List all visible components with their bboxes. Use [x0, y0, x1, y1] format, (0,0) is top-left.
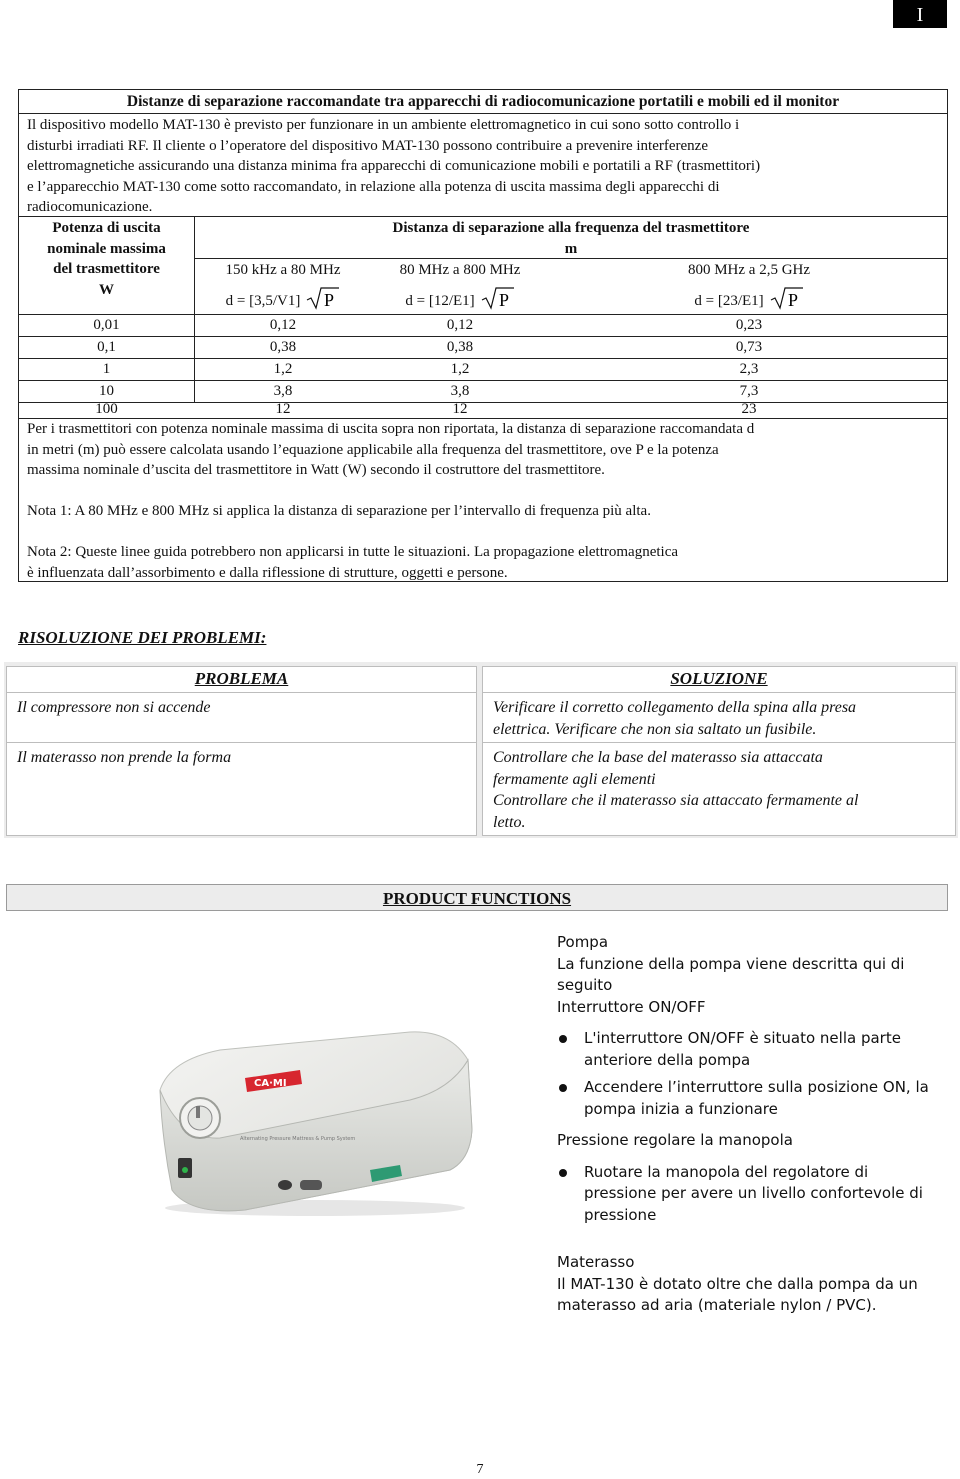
intro-line: e l’apparecchio MAT-130 come sotto raccomandato, in relazione alla potenza di uscita massima degli apparecchi di	[27, 178, 720, 195]
solution-line: Controllare che il materasso sia attaccato fermamente al	[493, 792, 859, 809]
switch-list	[557, 1028, 937, 1120]
product-functions-text	[557, 932, 937, 1317]
row-d1: 0,12	[269, 317, 297, 333]
formula-2	[371, 286, 549, 317]
row-d2: 0,12	[446, 317, 474, 333]
pressure-heading: Pressione regolare la manopola	[557, 1131, 793, 1149]
header-line: Potenza di uscita	[52, 220, 161, 236]
distance-header-text: Distanza di separazione alla frequenza del trasmettitore	[392, 220, 750, 236]
page-number: 7	[476, 1462, 484, 1477]
emc-footer-notes	[27, 419, 939, 583]
pump-label: Alternating Pressure Mattress & Pump System	[240, 1136, 356, 1142]
row-d1: 1,2	[273, 361, 293, 377]
footer-paragraph	[27, 419, 939, 481]
intro-line: radiocomunicazione.	[27, 199, 153, 215]
grid-line	[482, 742, 956, 743]
mattress-description: Il MAT-130 è dotato oltre che dalla pompa da un materasso ad aria (materiale nylon / PVC).	[557, 1274, 918, 1314]
grid-line	[482, 692, 956, 693]
band-2: 80 MHz a 800 MHz	[399, 262, 521, 278]
formula-text: d = [12/E1]	[405, 292, 475, 309]
sqrt-icon	[481, 286, 515, 317]
power-header	[19, 218, 194, 300]
solution-line: elettrica. Verificare che non sia saltato un fusibile.	[493, 720, 817, 738]
row-d1: 12	[275, 401, 291, 417]
row-power: 100	[95, 401, 118, 417]
row-power: 1	[102, 361, 111, 377]
troubleshooting-title: RISOLUZIONE DEI PROBLEMI:	[18, 628, 267, 647]
header-line: W	[99, 281, 114, 298]
solution-line: Verificare il corretto collegamento della spina alla presa	[493, 699, 857, 716]
list-item: Ruotare la manopola del regolatore di pressione per avere un livello confortevole di pressione	[557, 1162, 937, 1227]
language-badge: I	[893, 0, 947, 28]
sqrt-icon	[306, 286, 340, 317]
grid-line	[6, 692, 477, 693]
troubleshooting-table	[4, 662, 958, 838]
list-item: Accendere l’interruttore sulla posizione ON, la pompa inizia a funzionare	[557, 1077, 937, 1120]
row-d1: 3,8	[273, 383, 293, 399]
row-power: 10	[99, 383, 114, 399]
sqrt-icon	[770, 286, 804, 317]
row-d2: 0,38	[446, 339, 474, 355]
footer-line: massima nominale d’uscita del trasmettitore in Watt (W) secondo il costruttore del trasmettitore.	[27, 462, 605, 478]
note-2	[27, 542, 939, 583]
pump-description: La funzione della pompa viene descritta qui di seguito	[557, 954, 905, 994]
row-d2: 1,2	[450, 361, 470, 377]
intro-line: disturbi irradiati RF. Il cliente o l’operatore del dispositivo MAT-130 possono contribuire a prevenire interferenze	[27, 137, 708, 154]
row-d3: 7,3	[739, 383, 759, 399]
pump-logo: CA·MI	[254, 1078, 287, 1089]
row-d1: 0,38	[269, 339, 297, 355]
row-power: 0,1	[97, 339, 116, 355]
solution-line: fermamente agli elementi	[493, 770, 656, 788]
solution-line: Controllare che la base del materasso sia attaccata	[493, 749, 823, 766]
grid-line	[6, 742, 477, 743]
emc-table-title: Distanze di separazione raccomandate tra apparecchi di radiocomunicazione portatili e mobili ed il monitor	[19, 90, 947, 114]
radicand: P	[498, 290, 509, 310]
formula-1	[195, 286, 371, 317]
pump-image	[150, 1020, 480, 1220]
note-line: Nota 2: Queste linee guida potrebbero non applicarsi in tutte le situazioni. La propagazione elettromagnetica	[27, 544, 679, 560]
mattress-heading: Materasso	[557, 1253, 635, 1271]
solution-header: SOLUZIONE	[670, 669, 768, 688]
grid-line	[19, 216, 947, 217]
header-line: nominale massima	[47, 240, 166, 257]
solution-line: letto.	[493, 813, 526, 831]
pump-heading: Pompa	[557, 933, 609, 951]
footer-line: in metri (m) può essere calcolata usando l’equazione applicabile alla frequenza del trasmettitore, ove P e la potenza	[27, 441, 719, 458]
row-power: 0,01	[93, 317, 120, 333]
solution-cell	[493, 747, 948, 833]
list-item: L'interruttore ON/OFF è situato nella parte anteriore della pompa	[557, 1028, 937, 1071]
intro-line: Il dispositivo modello MAT-130 è previsto per funzionare in un ambiente elettromagnetico in cui sono sotto controllo i	[27, 117, 740, 133]
row-d2: 3,8	[450, 383, 470, 399]
distance-unit: m	[564, 240, 578, 257]
radicand: P	[324, 290, 335, 310]
row-d3: 0,73	[735, 339, 763, 355]
formula-text: d = [23/E1]	[694, 292, 764, 309]
problem-header: PROBLEMA	[194, 669, 289, 688]
switch-heading: Interruttore ON/OFF	[557, 997, 706, 1016]
pressure-list	[557, 1162, 937, 1227]
emc-intro-text	[27, 115, 939, 218]
formula-text: d = [3,5/V1]	[225, 292, 301, 309]
emc-distance-table	[18, 89, 948, 582]
problem-cell: Il compressore non si accende	[17, 699, 211, 716]
radicand: P	[787, 290, 798, 310]
row-d3: 0,23	[735, 317, 763, 333]
distance-header	[195, 218, 947, 259]
product-functions-title: PRODUCT FUNCTIONS	[382, 889, 572, 908]
note-line: è influenzata dall’assorbimento e dalla riflessione di strutture, oggetti e persone.	[27, 564, 508, 581]
band-3: 800 MHz a 2,5 GHz	[687, 262, 811, 278]
problem-cell: Il materasso non prende la forma	[17, 749, 232, 766]
header-line: del trasmettitore	[53, 261, 160, 277]
product-functions-header	[6, 884, 948, 911]
intro-line: elettromagnetiche assicurando una distanza minima fra apparecchi di comunicazione mobili e portatili a RF (trasmettitori)	[27, 158, 761, 174]
row-d3: 23	[741, 401, 757, 417]
row-d3: 2,3	[739, 361, 759, 377]
note-1: Nota 1: A 80 MHz e 800 MHz si applica la distanza di separazione per l’intervallo di frequenza più alta.	[27, 503, 651, 519]
band-1: 150 kHz a 80 MHz	[225, 262, 341, 278]
footer-line: Per i trasmettitori con potenza nominale massima di uscita sopra non riportata, la distanza di separazione raccomandata d	[27, 421, 755, 437]
row-d2: 12	[452, 401, 468, 417]
solution-cell	[493, 697, 948, 740]
formula-3	[649, 286, 849, 317]
